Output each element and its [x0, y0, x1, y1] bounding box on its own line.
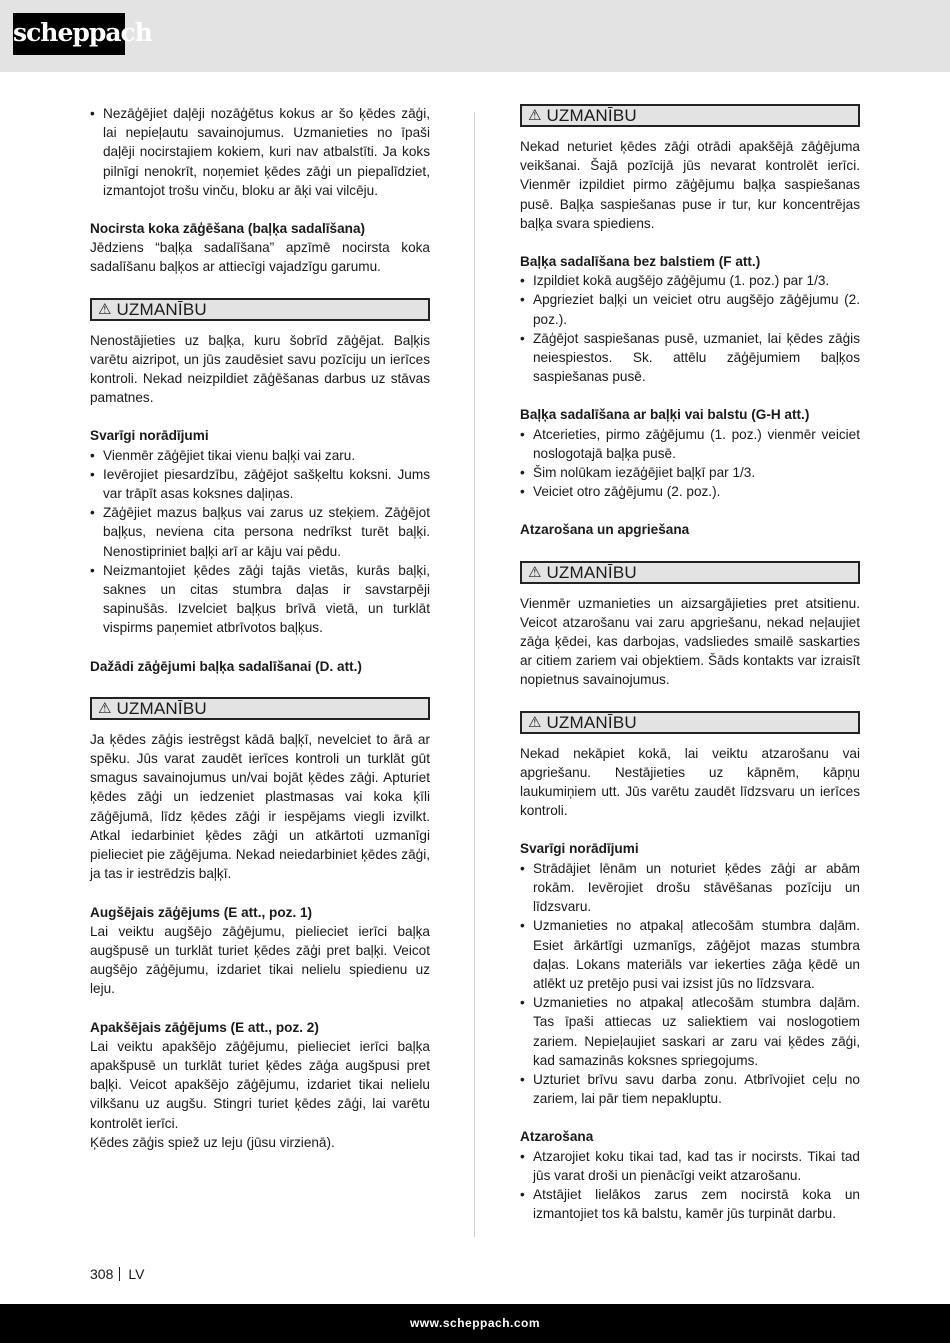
warning-box	[90, 697, 430, 720]
list-item: • Veiciet otro zāģējumu (2. poz.).	[520, 482, 860, 501]
warning-label: UZMANĪBU	[116, 698, 207, 718]
warning-box	[520, 104, 860, 127]
list-item: • Zāģējiet mazus baļķus vai zarus uz steķiem. Zāģējot baļķus, neviena cita persona nedrīkst turēt baļķi. Nenostipriniet baļķi arī ar kāju vai pēdu.	[90, 503, 430, 561]
list-item: • Šim nolūkam iezāģējiet baļķī par 1/3.	[520, 463, 860, 482]
warning-triangle-icon: ⚠	[98, 699, 112, 717]
section-title: Svarīgi norādījumi	[520, 841, 639, 857]
warning-box	[520, 711, 860, 734]
list-item: • Izpildiet kokā augšējo zāģējumu (1. poz.) par 1/3.	[520, 271, 860, 290]
right-column	[520, 104, 860, 1223]
header-band	[0, 0, 950, 72]
list-item: • Uzturiet brīvu savu darba zonu. Atbrīvojiet ceļu no zariem, lai pār tiem nepakluptu.	[520, 1070, 860, 1108]
paragraph: Nekad neturiet ķēdes zāģi otrādi apakšējā zāģējuma veikšanai. Šajā pozīcijā jūs nevarat kontrolēt ierīci. Vienmēr izpildiet pirmo zāģējumu baļķa saspiešanas pusē. Baļķa saspiešanas puse ir tur, kur koncentrējas baļķa svara spiediens.	[520, 139, 860, 231]
paragraph: Vienmēr uzmanieties un aizsargājieties pret atsitienu. Veicot atzarošanu vai zaru apgriešanu, nekad neļaujiet zāģa ķēdei, kas darbojas, vadsliedes smailē saskarties ar citiem zariem vai objektiem. Šāds kontakts var izraisīt nopietnus savainojumus.	[520, 595, 860, 688]
page-separator	[119, 1267, 120, 1281]
warning-triangle-icon: ⚠	[528, 107, 542, 124]
section-title: Apakšējais zāģējums (E att., poz. 2)	[90, 1019, 319, 1035]
page-footer-label	[90, 1266, 144, 1282]
bullet-list	[520, 271, 860, 386]
section-title: Nocirsta koka zāģēšana (baļķa sadalīšana)	[90, 221, 366, 237]
paragraph: Ķēdes zāģis spiež uz leju (jūsu virzienā).	[90, 1134, 335, 1150]
warning-box	[520, 561, 860, 584]
list-item: • Uzmanieties no atpakaļ atlecošām stumbra daļām. Tas īpaši attiecas uz saliektiem vai noslogotiem zariem. Nepieļaujiet saskari ar zaru vai ķēdes zāģi, kad samazinās koksnes spriegojums.	[520, 993, 860, 1070]
section-title: Atzarošana	[520, 1129, 594, 1145]
list-item: • Atcerieties, pirmo zāģējumu (1. poz.) vienmēr veiciet noslogotajā baļķa pusē.	[520, 425, 860, 463]
section-title: Baļķa sadalīšana bez balstiem (F att.)	[520, 254, 761, 270]
list-item: • Zāģējot saspiešanas pusē, uzmaniet, lai ķēdes zāģis neiespiestos. Sk. attēlu zāģējumiem baļķos saspiešanas pusē.	[520, 329, 860, 387]
paragraph: Nekad nekāpiet kokā, lai veiktu atzarošanu vai apgriešanu. Nestājieties uz kāpnēm, kāpņu laukumiņiem utt. Jūs varētu zaudēt līdzsvaru un ierīces kontroli.	[520, 745, 860, 819]
warning-box	[90, 298, 430, 321]
warning-triangle-icon: ⚠	[528, 713, 542, 731]
paragraph: Ja ķēdes zāģis iestrēgst kādā baļķī, nevelciet to ārā ar spēku. Jūs varat zaudēt ierīces kontroli un turklāt gūt smagus savainojumus un/vai bojāt ķēdes zāģi. Apturiet ķēdes zāģi un iedzeniet plastmasas vai koka ķīli zāģējumā, līdz ķēdes zāģi ir iespējams viegli izvilkt. Atkal iedarbiniet ķēdes zāģi un atkārtoti uzmanīgi pielieciet pie zāģējuma. Nekad neiedarbiniet ķēdes zāģi, ja tas ir iestrēdzis baļķī.	[90, 731, 430, 882]
bullet-list	[520, 859, 860, 1109]
bullet-list	[520, 425, 860, 502]
left-column	[90, 104, 430, 1152]
bullet-list	[520, 1147, 860, 1224]
warning-label: UZMANĪBU	[546, 712, 637, 732]
paragraph: Jēdziens “baļķa sadalīšana” apzīmē nocirsta koka sadalīšanu baļķos ar attiecīgi vajadzīgu garumu.	[90, 240, 430, 275]
warning-label: UZMANĪBU	[546, 106, 637, 125]
list-item: • Nezāģējiet daļēji nozāģētus kokus ar šo ķēdes zāģi, lai nepieļautu savainojumus. Uzmanieties no īpaši daļēji nocirstajiem kokiem, kuri nav atbalstīti. Ja koks pilnīgi nenokrīt, noņemiet ķēdes zāģi un piepalīdziet, izmantojot trošu vinču, bloku ar āķi vai vilcēju.	[90, 104, 430, 200]
list-item: • Strādājiet lēnām un noturiet ķēdes zāģi ar abām rokām. Ievērojiet drošu stāvēšanas pozīciju un līdzsvaru.	[520, 859, 860, 917]
page-number: 308	[90, 1266, 114, 1282]
list-item: • Neizmantojiet ķēdes zāģi tajās vietās, kurās baļķi, saknes un citas stumbra daļas ir savstarpēji sapinušās. Izvelciet baļķus brīvā vietā, un turklāt vispirms paņemiet atbrīvotos baļķus.	[90, 561, 430, 638]
warning-label: UZMANĪBU	[116, 299, 207, 319]
section-title: Baļķa sadalīšana ar baļķi vai balstu (G-H att.)	[520, 407, 810, 423]
intro-list	[90, 104, 430, 200]
language-code: LV	[128, 1266, 145, 1282]
list-item: • Uzmanieties no atpakaļ atlecošām stumbra daļām. Esiet ārkārtīgi uzmanīgs, zāģējot mazas stumbra daļas. Lokans materiāls var iekerties zāģa ķēdē un atlēkt uz pretējo pusi vai izsist jūs no līdzsvara.	[520, 916, 860, 993]
paragraph: Nenostājieties uz baļķa, kuru šobrīd zāģējat. Baļķis varētu aizripot, un jūs zaudēsiet savu pozīciju un ierīces kontroli. Nekad neizpildiet zāģēšanas darbus uz stāvas pamatnes.	[90, 332, 430, 406]
list-item: • Atstājiet lielākos zarus zem nocirstā koka un izmantojiet tos kā balstu, kamēr jūs turpināt darbu.	[520, 1185, 860, 1223]
paragraph: Lai veiktu augšējo zāģējumu, pielieciet ierīci baļķa augšpusē un turklāt turiet ķēdes zāģi pret baļķi. Veicot augšējo zāģējumu, izdariet tikai nelielu spiedienu uz leju.	[90, 923, 430, 997]
column-divider	[474, 112, 475, 1237]
warning-label: UZMANĪBU	[546, 562, 637, 582]
section-title: Augšējais zāģējums (E att., poz. 1)	[90, 904, 313, 920]
brand-logo: scheppach	[13, 13, 125, 55]
bullet-list	[90, 446, 430, 638]
section-title: Atzarošana un apgriešana	[520, 522, 690, 538]
footer-band	[0, 1304, 950, 1343]
section-title: Dažādi zāģējumi baļķa sadalīšanai (D. att.)	[90, 658, 362, 674]
list-item: • Apgrieziet baļķi un veiciet otru augšējo zāģējumu (2. poz.).	[520, 290, 860, 328]
list-item: • Vienmēr zāģējiet tikai vienu baļķi vai zaru.	[90, 446, 430, 465]
section-title: Svarīgi norādījumi	[90, 428, 209, 444]
warning-triangle-icon: ⚠	[528, 563, 542, 581]
paragraph: Lai veiktu apakšējo zāģējumu, pielieciet ierīci baļķa apakšpusē un turklāt turiet ķēdes zāģa augšpusi pret baļķi. Veicot apakšējo zāģējumu, izdariet tikai nelielu vilkšanu uz augšu. Stingri turiet ķēdes zāģi, lai varētu kontrolēt ierīci.	[90, 1038, 430, 1131]
website-link[interactable]: www.scheppach.com	[409, 1316, 541, 1330]
list-item: • Atzarojiet koku tikai tad, kad tas ir nocirsts. Tikai tad jūs varat droši un pienācīgi veikt atzarošanu.	[520, 1147, 860, 1185]
list-item: • Ievērojiet piesardzību, zāģējot sašķeltu koksni. Jums var trāpīt asas koksnes daļiņas.	[90, 465, 430, 503]
warning-triangle-icon: ⚠	[98, 300, 112, 318]
